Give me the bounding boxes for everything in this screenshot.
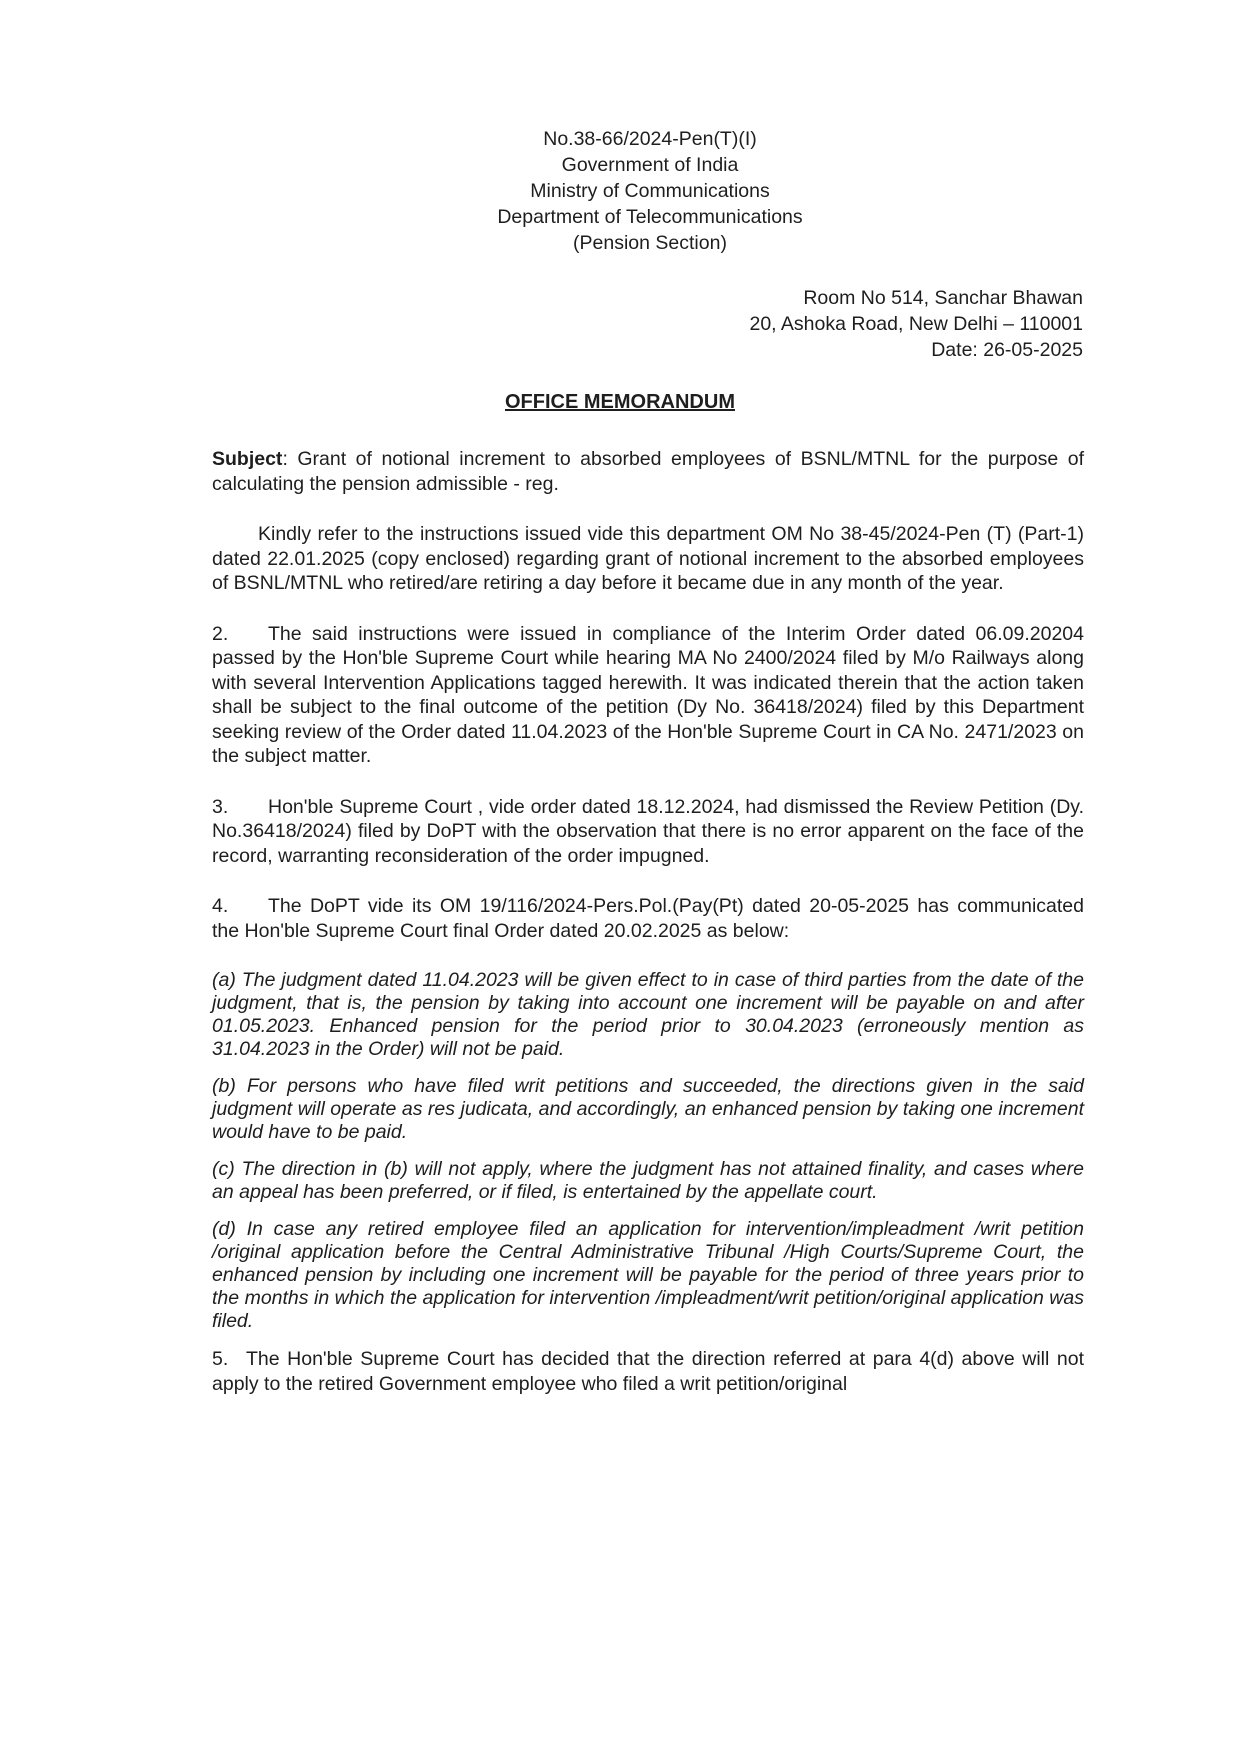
document-body bbox=[212, 447, 1084, 1422]
subject-text: : Grant of notional increment to absorbed employees of BSNL/MTNL for the purpose of calculating the pension admissible - reg. bbox=[212, 448, 1084, 495]
office-address bbox=[583, 285, 1083, 363]
department-name: Department of Telecommunications bbox=[497, 206, 803, 228]
reference-number: No.38-66/2024-Pen(T)(I) bbox=[543, 128, 757, 150]
paragraph-2 bbox=[212, 622, 1084, 769]
government-name: Government of India bbox=[561, 154, 739, 176]
paragraph-5 bbox=[212, 1347, 1084, 1396]
clause-a: (a) The judgment dated 11.04.2023 will be given effect to in case of third parties from the date of the judgment, that is, the pension by taking into account one increment will be payable on and after 01.05.2023. Enhanced pension for the period prior to 30.04.2023 (erroneously mention as 31.04.2023 in the Order) will not be paid. bbox=[212, 969, 1084, 1060]
paragraph-1: Kindly refer to the instructions issued vide this department OM No 38-45/2024-Pen (T) (Part-1) dated 22.01.2025 (copy enclosed) regarding grant of notional increment to the absorbed employees of BSNL/MTNL who retired/are retiring a day before it became due in any month of the year. bbox=[212, 523, 1084, 594]
clause-c: (c) The direction in (b) will not apply, where the judgment has not attained finality, and cases where an appeal has been preferred, or if filed, is entertained by the appellate court. bbox=[212, 1158, 1084, 1203]
paragraph-number: 2. bbox=[212, 622, 229, 645]
address-line-2: 20, Ashoka Road, New Delhi – 110001 bbox=[749, 313, 1083, 335]
paragraph-number: 4. bbox=[212, 895, 229, 917]
paragraph-text: Hon'ble Supreme Court , vide order dated 18.12.2024, had dismissed the Review Petition (Dy. No.36418/2024) filed by DoPT with the observation that there is no error apparent on the face of the record, warranting reconsideration of the order impugned. bbox=[212, 795, 1084, 867]
document-date: Date: 26-05-2025 bbox=[931, 339, 1083, 361]
section-name: (Pension Section) bbox=[573, 232, 727, 254]
subject-label: Subject bbox=[212, 448, 283, 470]
clause-b: (b) For persons who have filed writ petitions and succeeded, the directions given in the said judgment will operate as res judicata, and accordingly, an enhanced pension by taking one increment would have to be paid. bbox=[212, 1075, 1084, 1143]
paragraph-number: 3. bbox=[212, 795, 229, 818]
subject-line bbox=[212, 447, 1084, 496]
paragraph-4 bbox=[212, 894, 1084, 943]
document-title: OFFICE MEMORANDUM bbox=[505, 391, 735, 413]
clause-d: (d) In case any retired employee filed an application for intervention/impleadment /writ petition /original application before the Central Administrative Tribunal /High Courts/Supreme Court, the enhanced pension by including one increment will be payable for the period of three years prior to the months in which the application for intervention /impleadment/writ petition/original application was filed. bbox=[212, 1218, 1084, 1332]
paragraph-text: The said instructions were issued in compliance of the Interim Order dated 06.09.20204 passed by the Hon'ble Supreme Court while hearing MA No 2400/2024 filed by M/o Railways along with several Intervention Applications tagged herewith. It was indicated therein that the action taken shall be subject to the final outcome of the petition (Dy No. 36418/2024) filed by this Department seeking review of the Order dated 11.04.2023 of the Hon'ble Supreme Court in CA No. 2471/2023 on the subject matter. bbox=[212, 622, 1084, 767]
paragraph-text: The Hon'ble Supreme Court has decided that the direction referred at para 4(d) above will not apply to the retired Government employee who filed a writ petition/original bbox=[212, 1348, 1084, 1395]
paragraph-3 bbox=[212, 795, 1084, 869]
ministry-name: Ministry of Communications bbox=[530, 180, 770, 202]
letterhead bbox=[440, 126, 860, 256]
paragraph-text: The DoPT vide its OM 19/116/2024-Pers.Pol.(Pay(Pt) dated 20-05-2025 has communicated the Hon'ble Supreme Court final Order dated 20.02.2025 as below: bbox=[212, 895, 1084, 942]
paragraph-number: 5. bbox=[212, 1348, 229, 1370]
address-line-1: Room No 514, Sanchar Bhawan bbox=[803, 287, 1083, 309]
